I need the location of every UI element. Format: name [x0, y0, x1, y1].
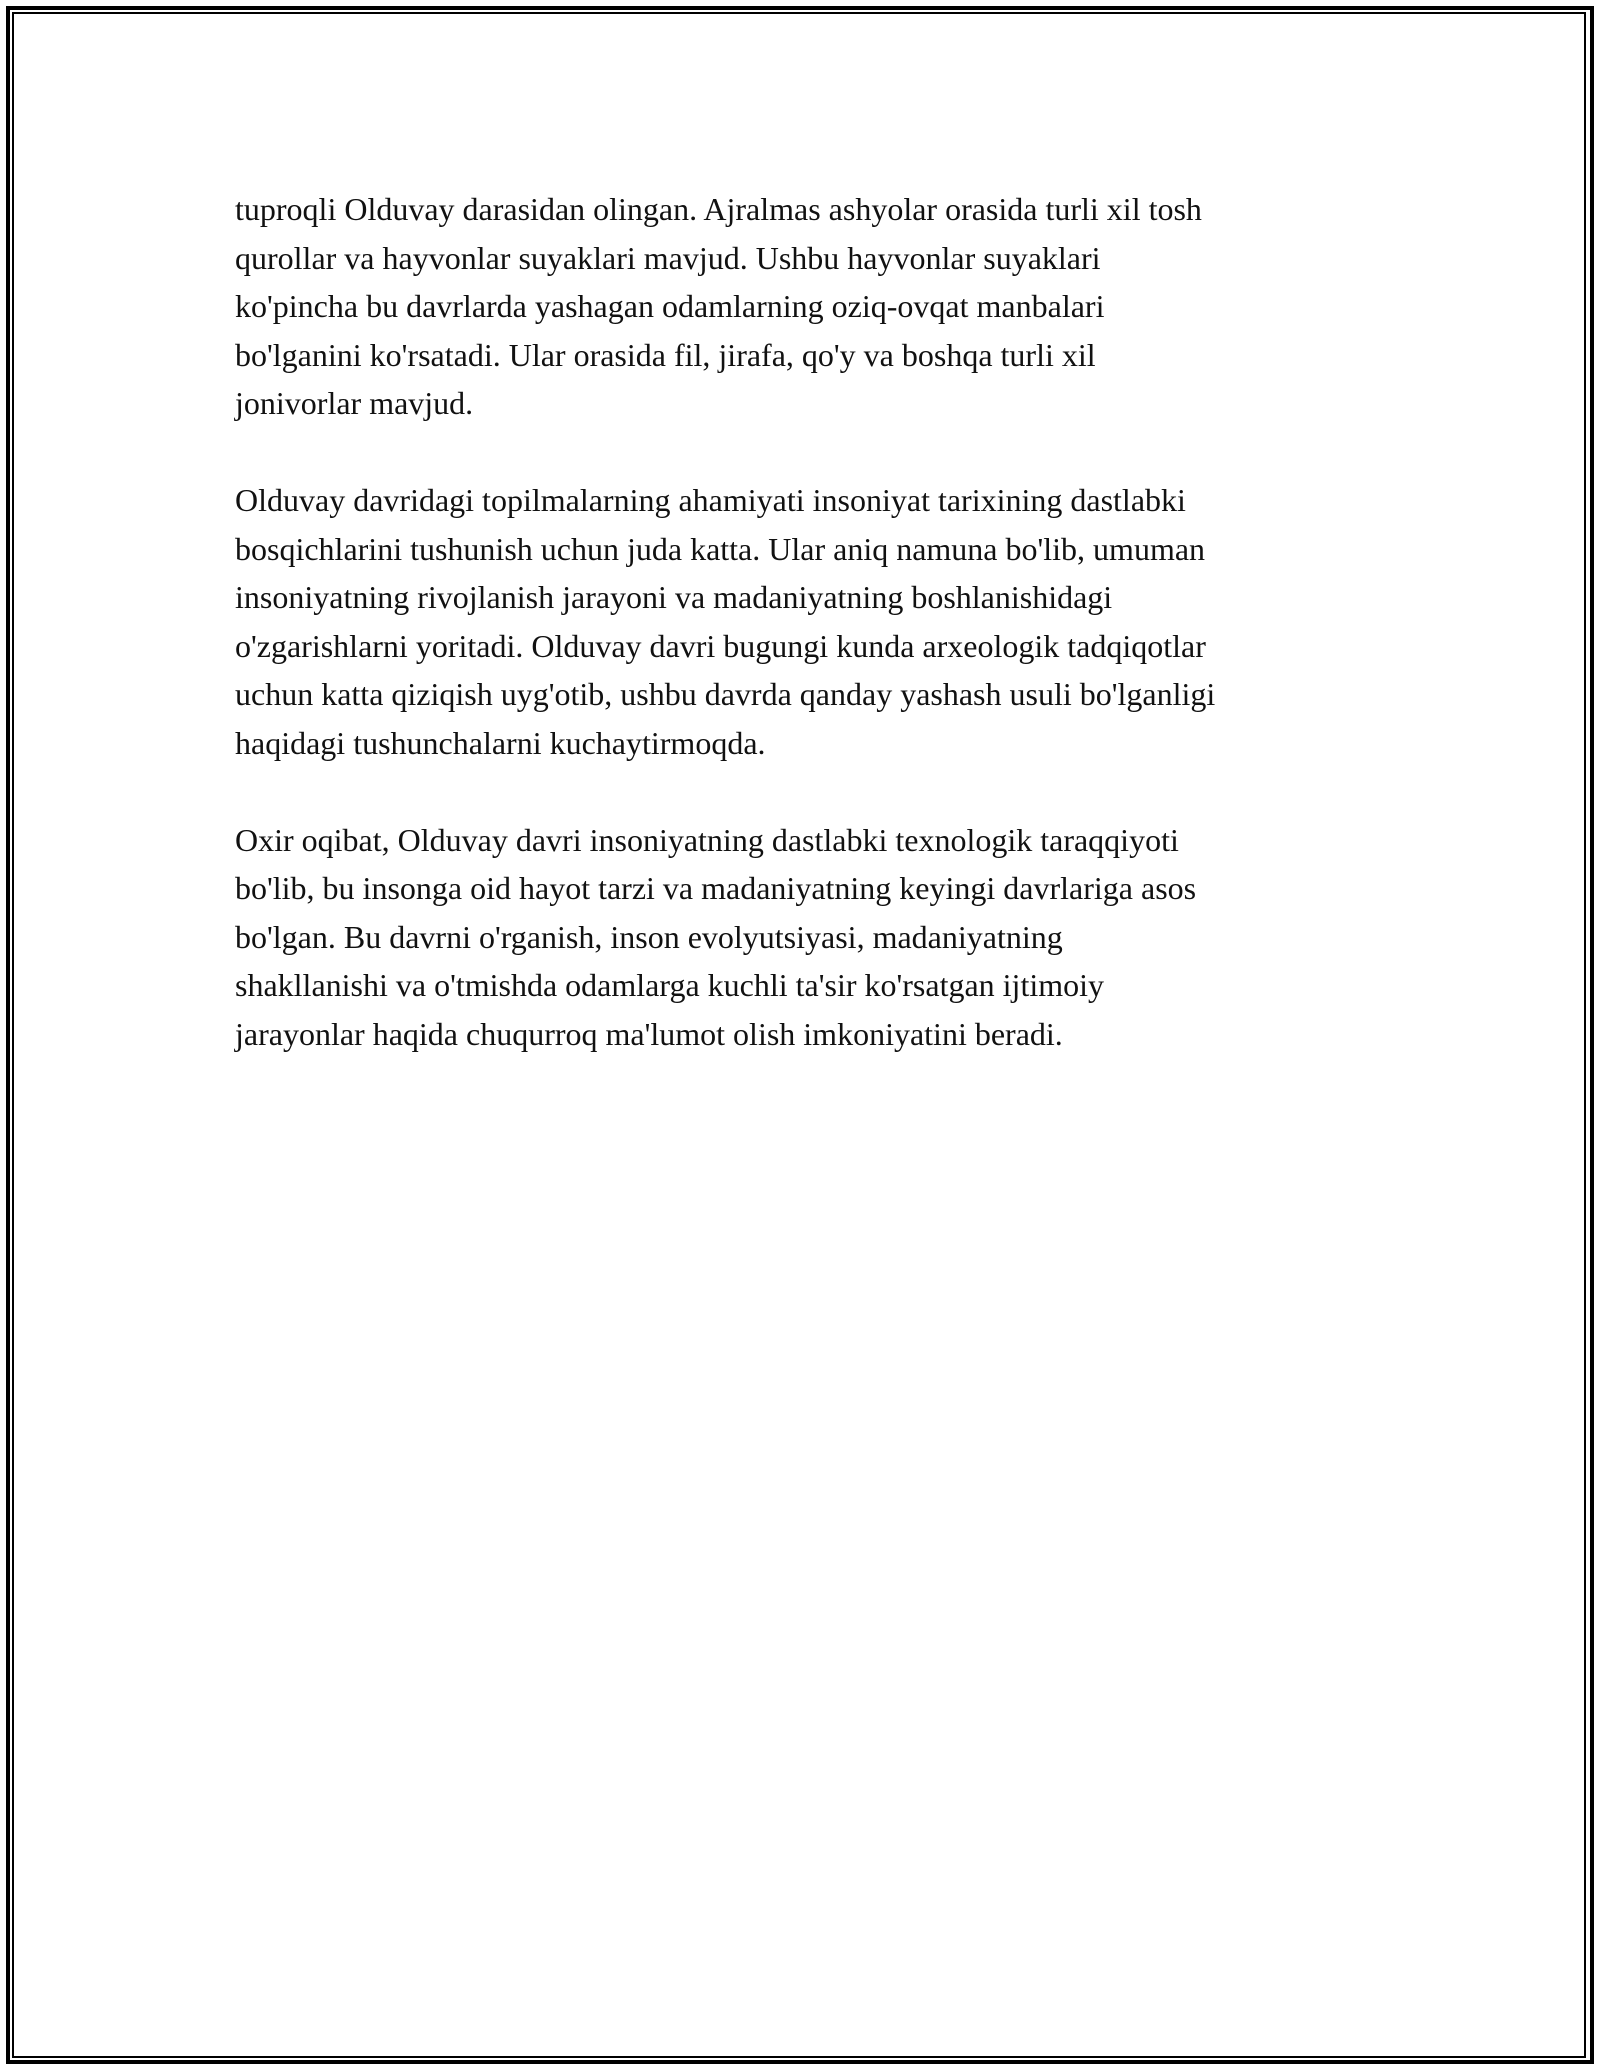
- text-line: qurollar va hayvonlar suyaklari mavjud. Ushbu hayvonlar suyaklari: [235, 239, 1101, 276]
- paragraph-3: [235, 816, 1375, 1059]
- text-line: bo'lib, bu insonga oid hayot tarzi va madaniyatning keyingi davrlariga asos: [235, 870, 1197, 906]
- paragraph-1: [235, 185, 1375, 428]
- document-body: [235, 185, 1375, 1107]
- text-line: haqidagi tushunchalarni kuchaytirmoqda.: [235, 724, 766, 761]
- text-line: shakllanishi va o'tmishda odamlarga kuchli ta'sir ko'rsatgan ijtimoiy: [235, 967, 1104, 1003]
- text-line: tuproqli Olduvay darasidan olingan. Ajralmas ashyolar orasida turli xil tosh: [235, 191, 1202, 227]
- text-line: jonivorlar mavjud.: [235, 385, 474, 421]
- text-line: uchun katta qiziqish uyg'otib, ushbu davrda qanday yashash usuli bo'lganligi: [235, 676, 1216, 712]
- text-line: jarayonlar haqida chuqurroq ma'lumot olish imkoniyatini beradi.: [235, 1015, 1063, 1052]
- text-line: bosqichlarini tushunish uchun juda katta. Ular aniq namuna bo'lib, umuman: [235, 530, 1206, 567]
- paragraph-2: [235, 476, 1375, 767]
- text-line: insoniyatning rivojlanish jarayoni va madaniyatning boshlanishidagi: [235, 579, 1113, 615]
- text-line: bo'lganini ko'rsatadi. Ular orasida fil, jirafa, qo'y va boshqa turli xil: [235, 336, 1096, 373]
- text-line: ko'pincha bu davrlarda yashagan odamlarning oziq-ovqat manbalari: [235, 288, 1105, 324]
- text-line: Oxir oqibat, Olduvay davri insoniyatning dastlabki texnologik taraqqiyoti: [235, 821, 1179, 858]
- text-line: o'zgarishlarni yoritadi. Olduvay davri bugungi kunda arxeologik tadqiqotlar: [235, 627, 1206, 664]
- text-line: bo'lgan. Bu davrni o'rganish, inson evolyutsiyasi, madaniyatning: [235, 918, 1063, 955]
- text-line: Olduvay davridagi topilmalarning ahamiyati insoniyat tarixining dastlabki: [235, 482, 1186, 518]
